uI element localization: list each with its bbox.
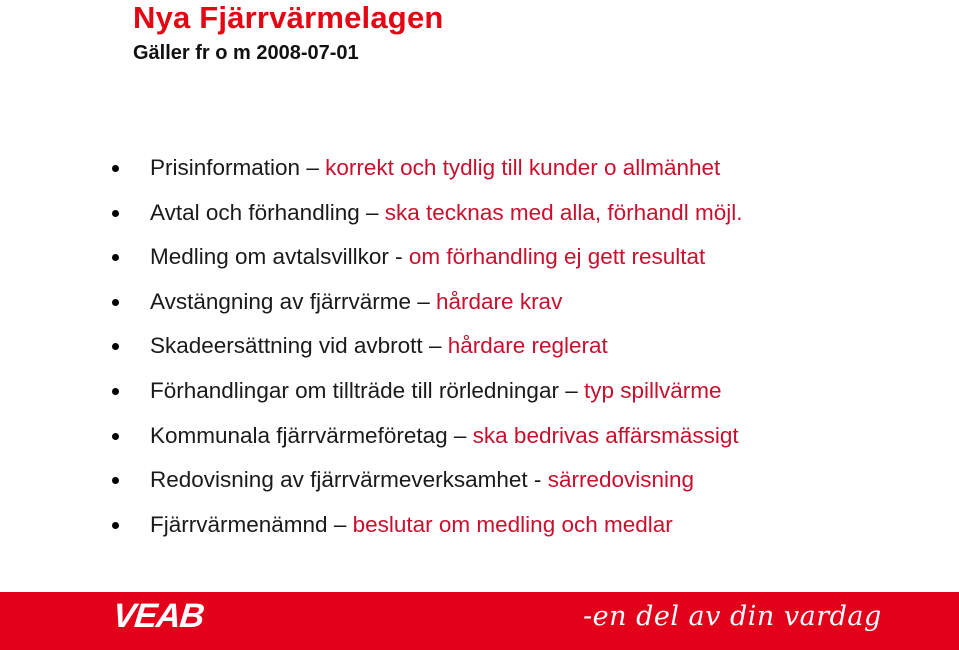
bullet-lead: Avstängning av fjärrvärme (150, 288, 411, 314)
bullet-list (112, 152, 742, 553)
bullet-icon (112, 388, 119, 395)
bullet-separator: – (417, 288, 430, 314)
bullet-icon (112, 433, 119, 440)
bullet-lead: Avtal och förhandling (150, 199, 360, 225)
footer-bar (0, 592, 959, 650)
bullet-separator: – (453, 422, 467, 448)
list-item (112, 464, 742, 509)
list-item (112, 375, 742, 420)
bullet-detail: ska tecknas med alla, förhandl möjl. (384, 199, 743, 225)
bullet-icon (112, 477, 119, 484)
bullet-icon (112, 343, 119, 350)
list-item (112, 509, 742, 554)
bullet-detail: särredovisning (547, 467, 695, 493)
bullet-icon (112, 299, 119, 306)
bullet-detail: korrekt och tydlig till kunder o allmänhet (325, 155, 721, 180)
bullet-lead: Medling om avtalsvillkor (150, 244, 389, 270)
bullet-separator: – (306, 155, 319, 180)
bullet-icon (112, 210, 119, 217)
bullet-detail: hårdare krav (436, 288, 563, 314)
list-item (112, 330, 742, 375)
bullet-lead: Kommunala fjärrvärmeföretag (150, 422, 448, 448)
bullet-icon (112, 254, 119, 261)
list-item (112, 197, 742, 242)
bullet-separator: – (366, 199, 379, 225)
bullet-icon (112, 522, 119, 529)
bullet-lead: Förhandlingar om tillträde till rörledningar (150, 377, 559, 403)
slide-subtitle: Gäller fr o m 2008-07-01 (133, 42, 359, 64)
bullet-detail: ska bedrivas affärsmässigt (472, 422, 739, 448)
bullet-lead: Prisinformation (150, 155, 301, 180)
bullet-detail: om förhandling ej gett resultat (408, 244, 706, 270)
bullet-icon (112, 165, 119, 172)
bullet-lead: Skadeersättning vid avbrott (150, 333, 423, 359)
veab-logo: VEAB (111, 597, 206, 635)
bullet-separator: - (533, 467, 542, 493)
bullet-separator: – (333, 511, 347, 537)
bullet-detail: hårdare reglerat (447, 333, 608, 359)
bullet-separator: - (395, 244, 403, 270)
list-item (112, 420, 742, 465)
list-item (112, 241, 742, 286)
bullet-lead: Redovisning av fjärrvärmeverksamhet (150, 467, 528, 493)
footer-tagline: -en del av din vardag (583, 601, 882, 632)
bullet-detail: typ spillvärme (584, 377, 722, 403)
bullet-separator: – (428, 333, 442, 359)
list-item (112, 286, 742, 331)
bullet-separator: – (565, 377, 578, 403)
slide-title: Nya Fjärrvärmelagen (133, 0, 444, 35)
list-item (112, 152, 742, 197)
bullet-detail: beslutar om medling och medlar (352, 511, 673, 537)
bullet-lead: Fjärrvärmenämnd (150, 511, 328, 537)
